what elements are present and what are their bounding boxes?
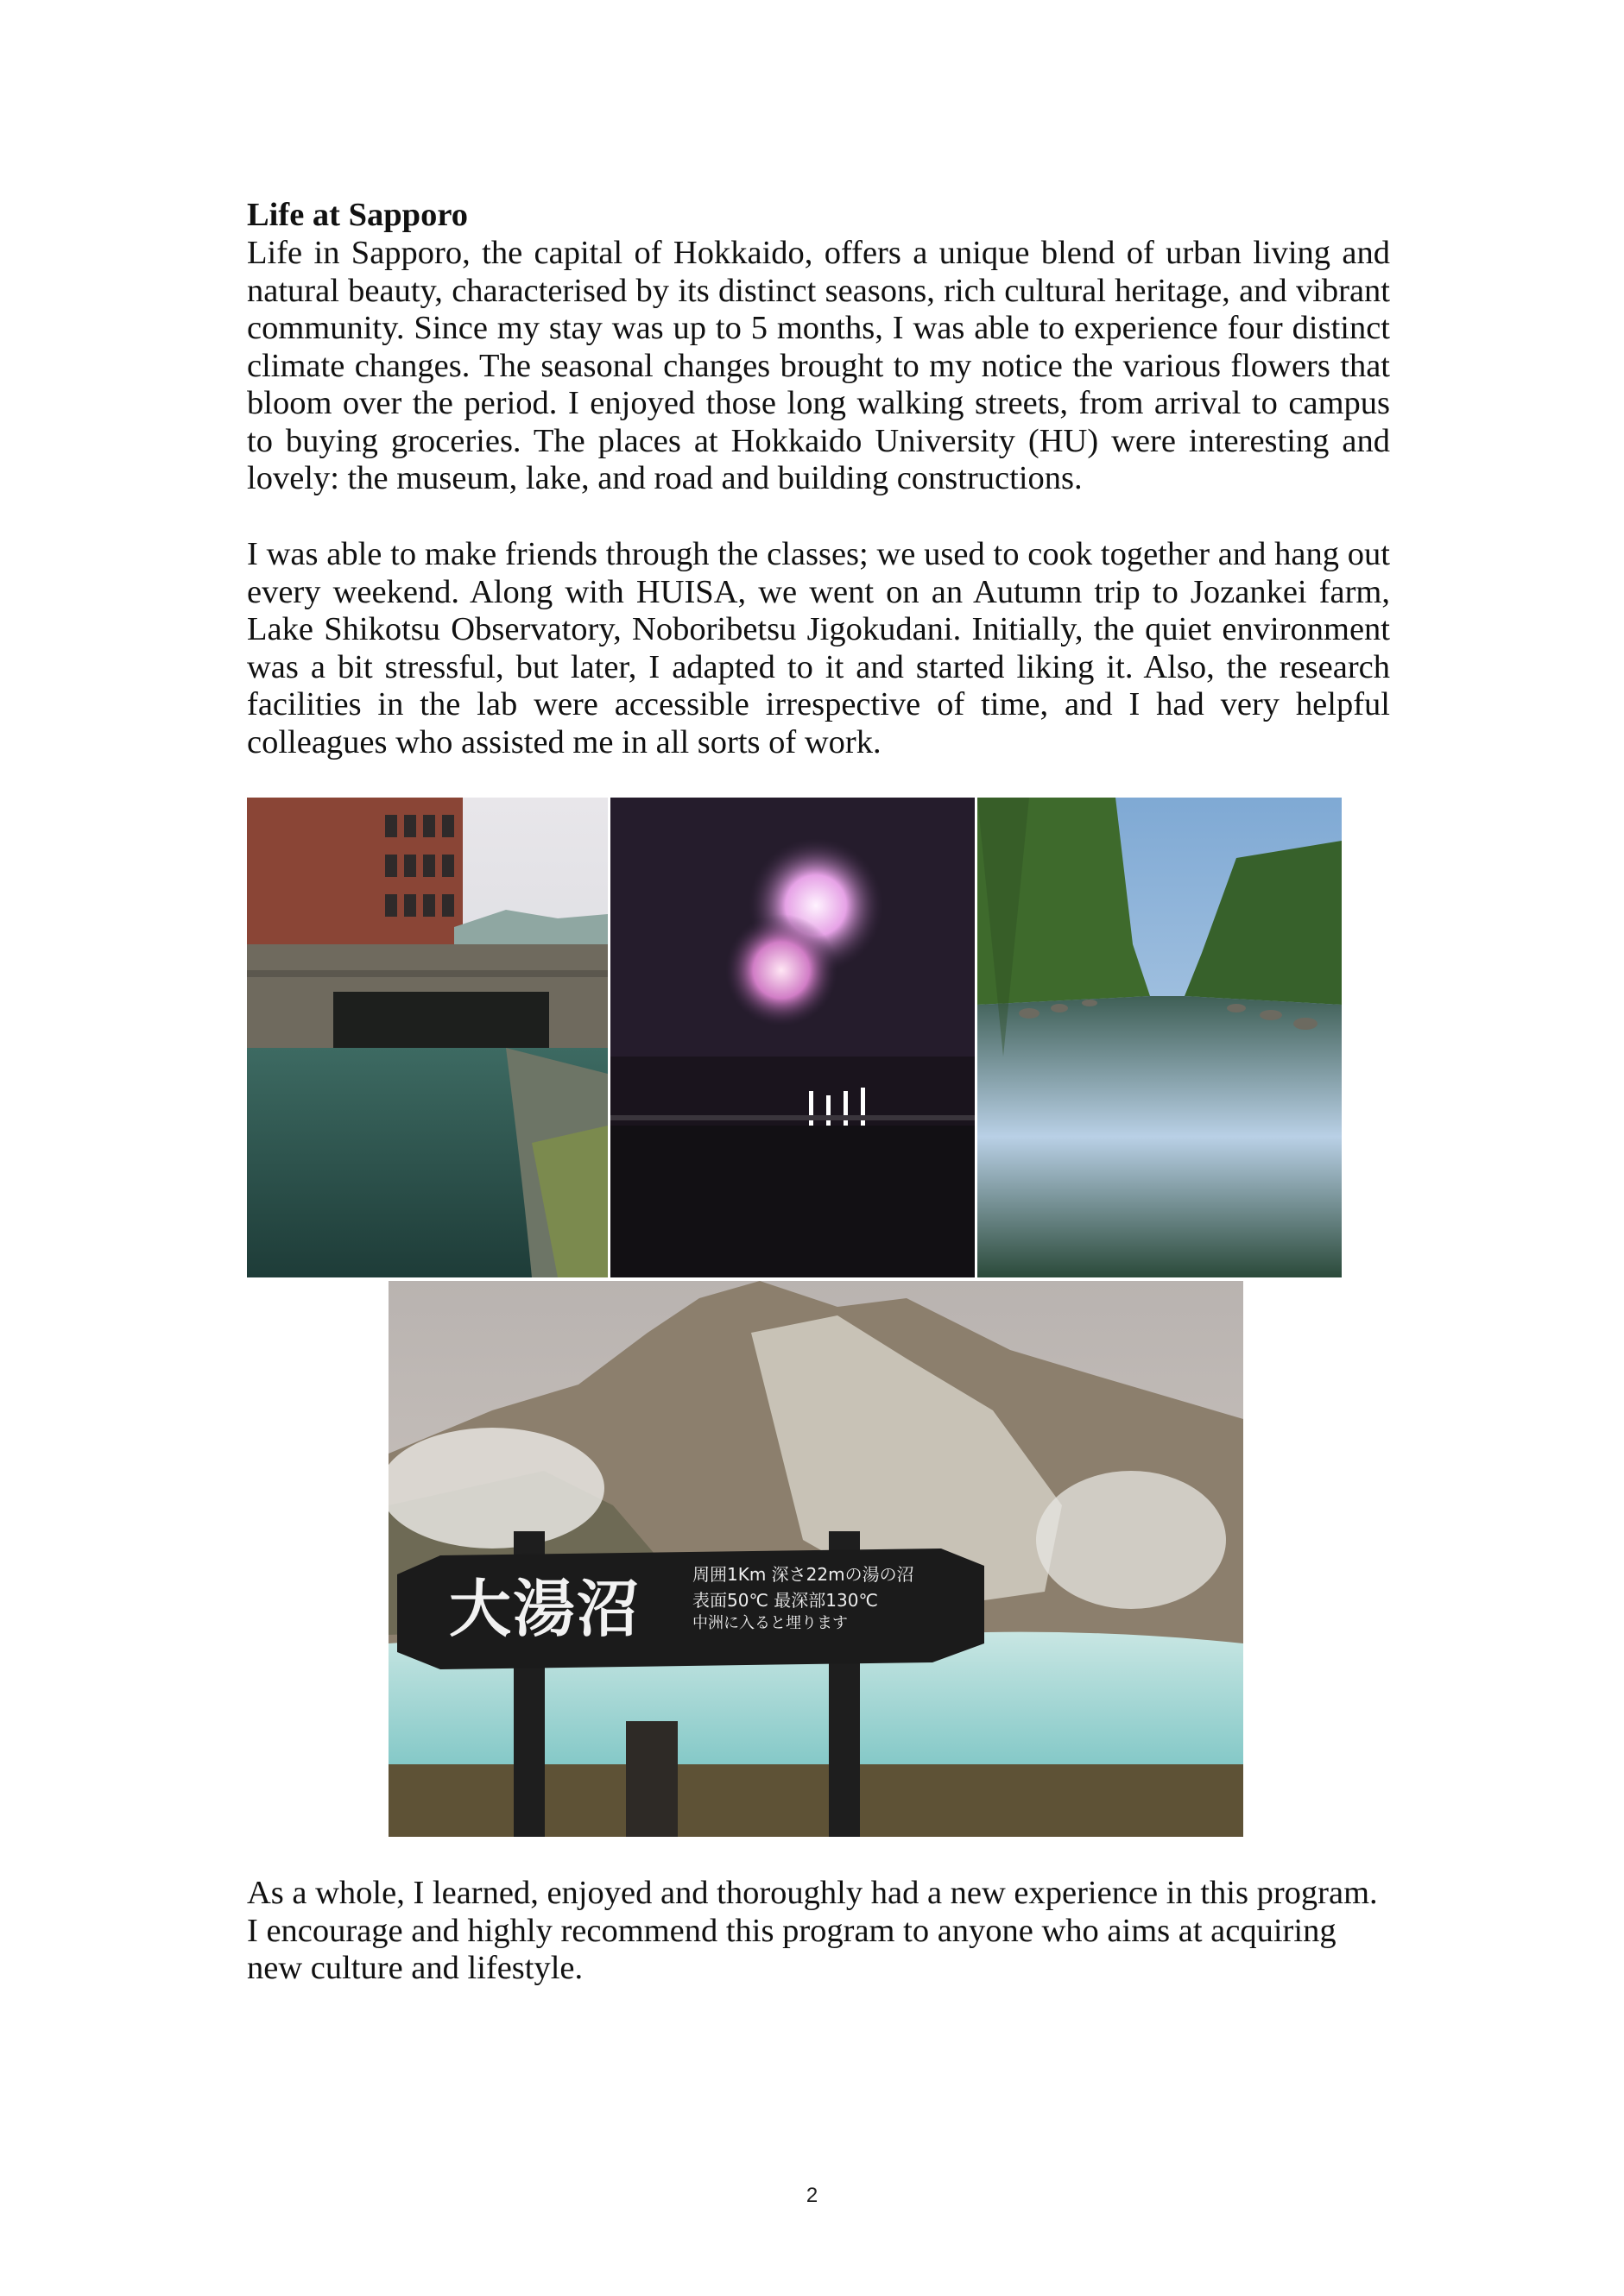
photo-stream-reflection	[977, 798, 1342, 1277]
paragraph-conclusion: As a whole, I learned, enjoyed and thoroughly had a new experience in this program. I encourage and highly recommend this program to anyone who aims at acquiring new culture and lifestyle.	[247, 1875, 1378, 1986]
sign-detail-line-2: 表面50℃ 最深部130℃	[692, 1590, 878, 1611]
paragraph-friends-and-trips: I was able to make friends through the classes; we used to cook together and hang out every weekend. Along with HUISA, we went on an Autumn trip to Jozankei farm, Lake Shikotsu Observatory, Noboribetsu Jigokudani. Initially, the quiet environment was a bit stressful, but later, I adapted to it and started liking it. Also, the research facilities in the lab were accessible irrespective of time, and I had very helpful colleagues who assisted me in all sorts of work.	[247, 536, 1390, 760]
page-number: 2	[806, 2184, 818, 2207]
sign-detail-line-1: 周囲1Km 深さ22mの湯の沼	[692, 1564, 914, 1585]
photo-fireworks	[610, 798, 975, 1277]
sign-detail-line-3: 中洲に入ると埋ります	[692, 1614, 848, 1632]
section-title: Life at Sapporo	[247, 197, 468, 233]
photo-bridge-canal	[247, 798, 608, 1277]
sign-main-text: 大湯沼	[449, 1573, 641, 1645]
paragraph-life-in-sapporo: Life in Sapporo, the capital of Hokkaido, offers a unique blend of urban living and natural beauty, characterised by its distinct seasons, rich cultural heritage, and vibrant community. Since my stay was up to 5 months, I was able to experience four distinct climate changes. The seasonal changes brought to my notice the various flowers that bloom over the period. I enjoyed those long walking streets, from arrival to campus to buying groceries. The places at Hokkaido University (HU) were interesting and lovely: the museum, lake, and road and building constructions.	[247, 235, 1390, 496]
